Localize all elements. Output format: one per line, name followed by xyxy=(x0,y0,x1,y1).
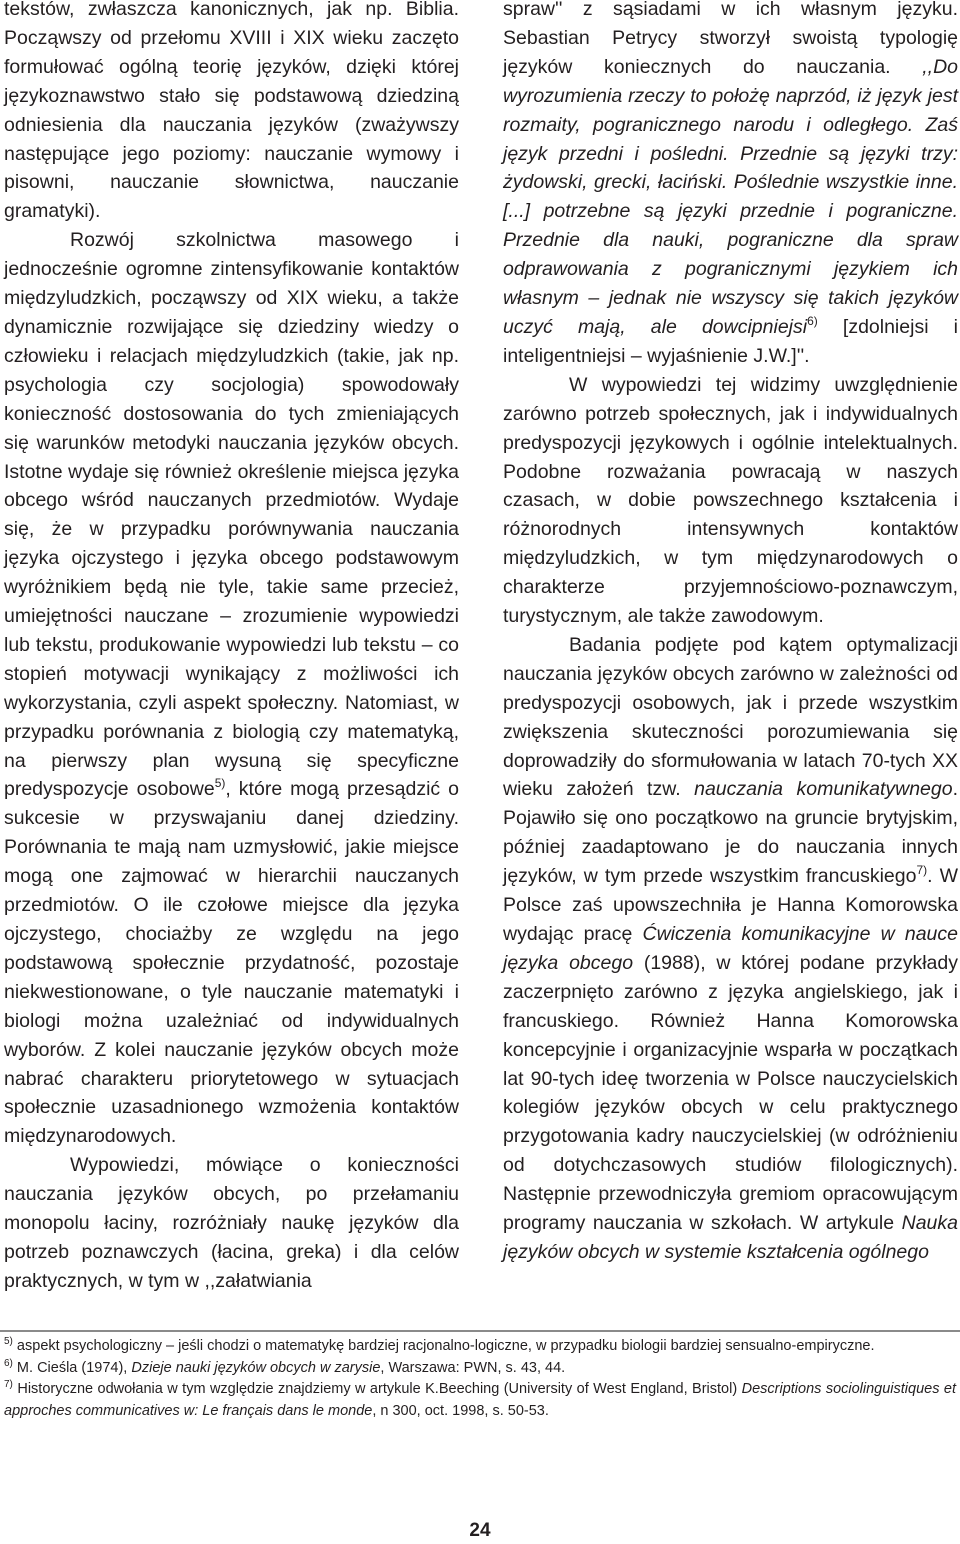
paragraph: Badania podjęte pod kątem optymalizacji nauczania języków obcych zarówno w zależności od predyspozycji osobowych, jak i przede wszystkim zwiększenia skuteczności porozumiewania się doprowadziły do sformułowania w latach 70-tych XX wieku założeń tzw. nauczania komunikatywnego. Pojawiło się ono początkowo na gruncie brytyjskim, później zaadaptowano je do nauczania innych języków, w tym przede wszystkim francuskiego$^{7)}$. W Polsce zaś upowszechniła je Hanna Komorowska wydając pracę Ćwiczenia komunikacyjne w nauce języka obcego (1988), w której podane przykłady zaczerpnięto zarówno z języka angielskiego, jak i francuskiego. Również Hanna Komorowska koncepcyjnie i organizacyjnie wsparła w początkach lat 90-tych ideę tworzenia w Polsce nauczycielskich kolegiów języków obcych w celu praktycznego przygotowania kadry nauczycielskiej (w odróżnieniu od dotychczasowych studiów filologicznych). Następnie przewodniczyła gremiom opracowującym programy nauczania w szkołach. W artykule Nauka języków obcych w systemie kształcenia ogólnego xyxy=(503,633,958,1263)
right-text-column xyxy=(503,0,958,1267)
footnote-reference: 7) xyxy=(4,1379,13,1391)
emphasis: Ćwiczenia komunikacyjne w nauce języka obcego xyxy=(503,923,958,974)
paragraph: W wypowiedzi tej widzimy uwzględnienie zarówno potrzeb społecznych, jak i indywidualnych predyspozycji językowych i ogólnie intelektualnych. Podobne rozważania powracają w naszych czasach, w dobie powszechnego kształcenia i różnorodnych intensywnych kontaktów międzyludzkich, w tym międzynarodowych o charakterze przyjemnościowo-poznawczym, turystycznym, ale także zawodowym. xyxy=(503,373,958,628)
footnote: $^{6)}$ M. Cieśla (1974), Dzieje nauki języków obcych w zarysie, Warszawa: PWN, s. 43, 44. xyxy=(4,1357,566,1376)
footnote-reference: 7) xyxy=(916,863,928,878)
emphasis: Descriptions sociolinguistiques et approches communicatives w: Le français dans le monde xyxy=(4,1381,956,1420)
footnote-reference: 6) xyxy=(4,1357,13,1369)
left-text-column xyxy=(4,0,459,1296)
footnote: $^{7)}$ Historyczne odwołania w tym względzie znajdziemy w artykule K.Beeching (University of West England, Bristol) Descriptions sociolinguistiques et approches communicatives w: Le français dans le monde, n 300, oct. 1998, s. 50-53. xyxy=(4,1379,956,1420)
emphasis: Dzieje nauki języków obcych w zarysie xyxy=(131,1359,381,1376)
emphasis: nauczania komunikatywnego xyxy=(694,778,953,801)
paragraph: Rozwój szkolnictwa masowego i jednocześnie ogromne zintensyfikowanie kontaktów międzyludzkich, począwszy od XIX wieku, a także dynamicznie rozwijające się dziedziny wiedzy o człowieku i relacjach międzyludzkich (takie, jak np. psychologia czy socjologia) spowodowały konieczność dostosowania do tych zmieniających się warunków metodyki nauczania języków obcych. Istotne wydaje się również określenie miejsca języka obcego wśród nauczanych przedmiotów. Wydaje się, że w przypadku porównywania nauczania języka ojczystego i języka obcego podstawowym wyróżnikiem będą nie tyle, takie same przecież, umiejętności nauczane – zrozumienie wypowiedzi lub tekstu, produkowanie wypowiedzi lub tekstu – co stopień motywacji wynikający z możliwości ich wykorzystania, czyli aspekt społeczny. Natomiast, w przypadku porównania z biologią czy matematyką, na pierwszy plan wysuną się specyficzne predyspozycje osobowe$^{5)}$, które mogą przesądzić o sukcesie w przyswajaniu danej dziedziny. Porównania te mają nam uzmysłowić, jakie miejsce mogą one zajmować w hierarchii nauczanych przedmiotów. O ile czołowe miejsce dla języka ojczystego, chociażby ze względu na jego podstawową społecznie przydatność, pozostaje niekwestionowane, o tyle nauczanie matematyki i biologi można uzależniać od indywidualnych wyborów. Z kolei nauczanie języków obcych może nabrać charakteru priorytetowego w sytuacjach społecznie uzasadnionego wzmożenia kontaktów międzynarodowych. xyxy=(4,229,459,1148)
emphasis: Nauka języków obcych w systemie kształcenia ogólnego xyxy=(503,1212,958,1263)
footnote-separator xyxy=(0,1330,960,1332)
footnote-reference: 5) xyxy=(4,1336,13,1347)
footnote: $^{5)}$ aspekt psychologiczny – jeśli chodzi o matematykę bardziej racjonalno-logiczne, w przypadku biologii bardziej sensualno-empiryczne. xyxy=(4,1336,875,1354)
paragraph: Wypowiedzi, mówiące o konieczności nauczania języków obcych, po przełamaniu monopolu łaciny, rozróżniały naukę języków dla potrzeb poznawczych (łacina, greka) i dla celów praktycznych, w tym w ,,załatwiania xyxy=(4,1154,459,1292)
emphasis: ,,Do wyrozumienia rzeczy to położę naprzód, iż język jest rozmaity, pogranicznego narodu i odległego. Zaś język przedni i pośledni. Przednie są języki trzy: żydowski, grecki, łaciński. Poślednie wszystkie inne. [...] potrzebne są języki przednie i pograniczne. Przednie dla nauki, pograniczne dla spraw odprawowania z pogranicznymi językiem ich własnym – jednak nie wszyscy się takich języków uczyć mają, ale dowcipniejsi xyxy=(503,55,958,338)
paragraph: tekstów, zwłaszcza kanonicznych, jak np. Biblia. Począwszy od przełomu XVIII i XIX wieku zaczęto formułować ogólną teorię języków, dzięki której językoznawstwo stało się podstawową dziedziną odniesienia dla nauczania języków (zważywszy następujące jego poziomy: nauczanie wymowy i pisowni, nauczanie słownictwa, nauczanie gramatyki). xyxy=(4,0,459,223)
page-number: 24 xyxy=(469,1520,491,1541)
footnote-reference: 5) xyxy=(214,776,226,791)
paragraph: spraw'' z sąsiadami w ich własnym języku. Sebastian Petrycy stworzył swoistą typologię języków koniecznych do nauczania. ,,Do wyrozumienia rzeczy to położę naprzód, iż język jest rozmaity, pogranicznego narodu i odległego. Zaś język przedni i pośledni. Przednie są języki trzy: żydowski, grecki, łaciński. Poślednie wszystkie inne. [...] potrzebne są języki przednie i pograniczne. Przednie dla nauki, pograniczne dla spraw odprawowania z pogranicznymi językiem ich własnym – jednak nie wszyscy się takich języków uczyć mają, ale dowcipniejsi$^{6)}$ [zdolniejsi i inteligentniejsi – wyjaśnienie J.W.]''. xyxy=(503,0,958,367)
footnotes xyxy=(4,1336,956,1423)
footnote-reference: 6) xyxy=(807,313,818,328)
